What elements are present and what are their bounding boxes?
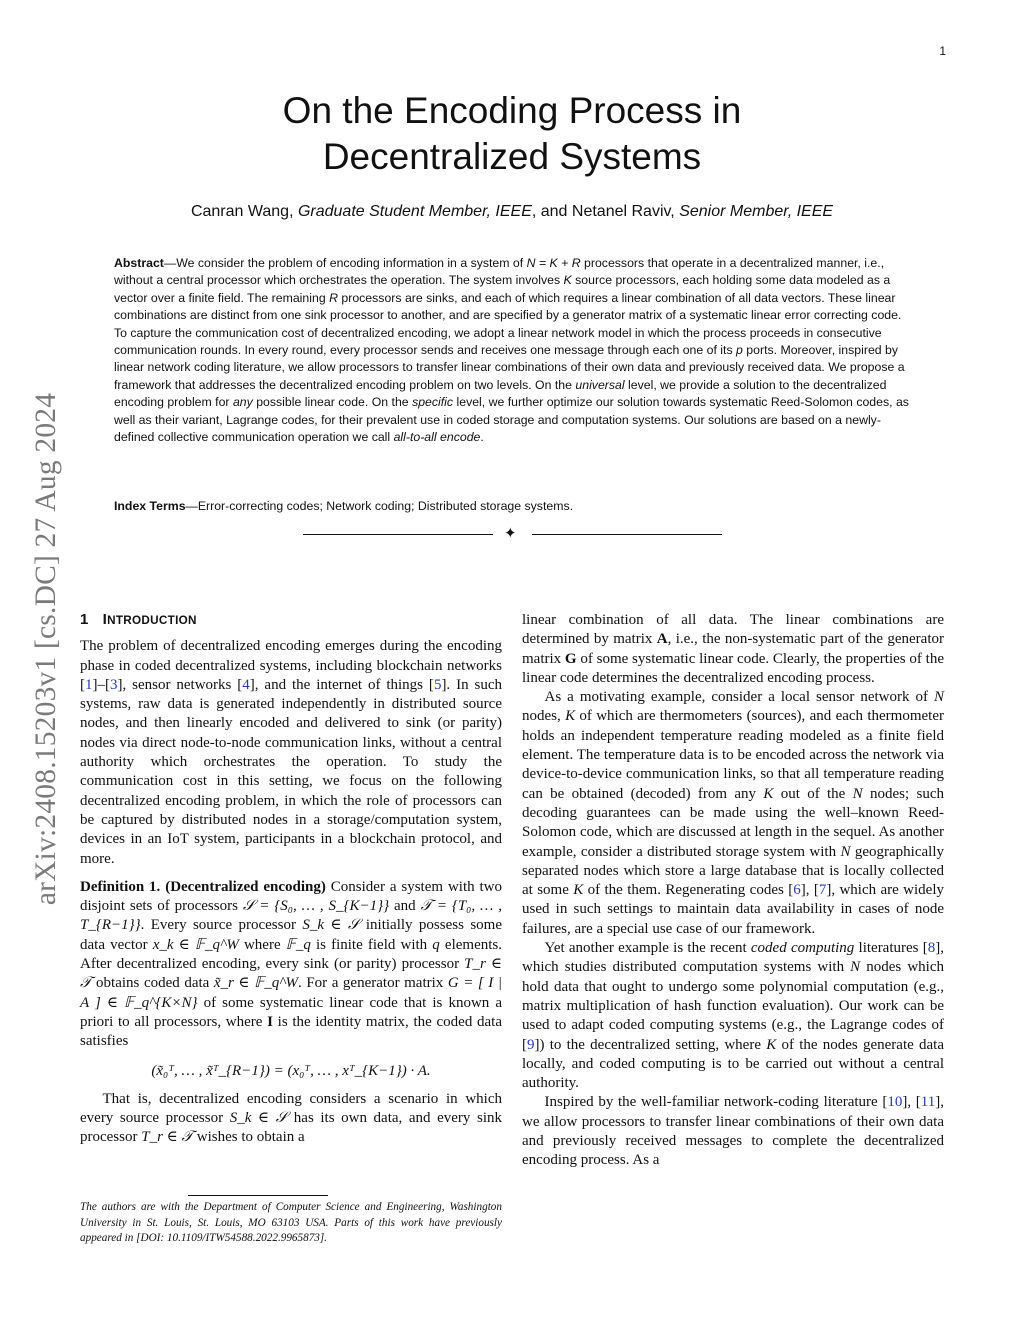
body-text: of the them. Regenerating codes [ xyxy=(583,882,794,899)
body-text: ], which studies distributed computation systems with xyxy=(522,940,944,976)
citation-link[interactable]: 11 xyxy=(920,1094,936,1111)
body-text: ]) to the decentralized setting, where xyxy=(534,1036,767,1053)
math-expression: T_r ∈ 𝒯 xyxy=(80,956,502,992)
body-paragraph xyxy=(80,1090,502,1148)
abstract-text: level, we further optimize our solution towards systematic Reed-Solomon codes, as well as their variant, Lagrange codes, for their prevalent use in coded storage and computation systems. Our solutions are based on a newly-defined collective communication operation we call xyxy=(114,395,909,445)
paper-title xyxy=(0,88,1024,180)
separator-rule-right xyxy=(532,534,722,535)
citation-link[interactable]: 7 xyxy=(818,882,827,899)
abstract-paragraph-1 xyxy=(114,255,914,325)
body-text: ], and the internet of things [ xyxy=(249,676,434,693)
body-text: ], [ xyxy=(902,1094,921,1111)
body-text: of the nodes generate data locally, and coded computing is to be carried out without a central authority. xyxy=(522,1036,944,1092)
emphasis: any xyxy=(232,395,253,410)
body-text: where xyxy=(238,936,286,953)
body-text: linear combination of all data. The linear combinations are determined by matrix xyxy=(522,612,944,648)
body-text: ], we allow processors to transfer linear combinations of their own data and previously received messages to complete the decentralized encoding process. As a xyxy=(522,1094,944,1169)
body-text: ], which are widely used in such settings to maintain data availability in cases of node failures, are a special use case of our framework. xyxy=(522,882,944,937)
citation-link[interactable]: 10 xyxy=(887,1094,903,1111)
body-text: As a motivating example, consider a local sensor network of xyxy=(544,689,934,706)
math-expression: N xyxy=(852,785,863,802)
left-column xyxy=(80,610,502,1148)
body-text: ], [ xyxy=(800,882,819,899)
body-text: ]–[ xyxy=(92,676,110,693)
separator-rule-left xyxy=(303,534,493,535)
display-equation: (x̃₀ᵀ, … , x̃ᵀ_{R−1}) = (x₀ᵀ, … , xᵀ_{K−1}) · A. xyxy=(151,1062,431,1079)
body-text: . Every source processor xyxy=(140,917,303,934)
body-text: geographically separated nodes which store a large database that is locally collected at some xyxy=(522,843,944,899)
body-text: out of the xyxy=(773,785,853,802)
abstract-text: possible linear code. On the xyxy=(252,395,413,410)
citation-link[interactable]: 9 xyxy=(527,1036,535,1053)
abstract-text: . xyxy=(480,430,484,445)
abstract-text: processors are sinks, and each of which requires a linear combination of all data vectors. These linear combinations are distinct from one sink processor to another, and are specified by a generator matrix of a systematic linear error correcting code. xyxy=(114,290,902,323)
math-expression: K xyxy=(565,708,576,725)
paper-title-line-2: Decentralized Systems xyxy=(322,136,702,177)
abstract-text: level, we provide a solution to the decentralized encoding problem for xyxy=(114,377,887,410)
emphasis: specific xyxy=(412,395,454,410)
math-expression: G xyxy=(564,650,577,667)
body-text: and xyxy=(389,898,421,915)
body-text: is the identity matrix, the coded data satisfies xyxy=(80,1013,502,1050)
author-1-name: Canran Wang, xyxy=(190,203,298,220)
abstract-text: processors that operate in a decentralized manner, i.e., without a central processor which orchestrates the operation. The system involves xyxy=(114,256,885,288)
author-1-role: Graduate Student Member, IEEE xyxy=(297,203,532,220)
body-text: of which are thermometers (sources), and each thermometer holds an independent temperature reading modeled as a finite field element. The temperature data is to be encoded across the network via device-to-device communication links, so that all temperature reading can be obtained (decoded) from any xyxy=(522,708,944,802)
math-expression: K xyxy=(573,882,584,899)
author-conjunction: , and Netanel Raviv, xyxy=(531,203,680,220)
index-terms-text: —Error-correcting codes; Network coding; Distributed storage systems. xyxy=(185,499,574,513)
author-2-role: Senior Member, IEEE xyxy=(679,203,834,220)
emphasis: coded computing xyxy=(750,940,855,957)
body-text: has its own data, and every sink processor xyxy=(80,1110,502,1146)
body-text: Inspired by the well-familiar network-coding literature [ xyxy=(544,1094,888,1111)
index-terms-label: Index Terms xyxy=(114,499,186,513)
body-text: nodes which hold data that ought to undergo some polynomial computation (e.g., matrix multiplication of hash function evaluation). Our work can be used to adapt coded computing systems (e.g., the Lagrange codes of [ xyxy=(522,959,944,1053)
math-expression: 𝒮 = {S₀, … , S_{K−1}} xyxy=(242,898,390,915)
citation-link[interactable]: 8 xyxy=(927,940,936,957)
body-text: The problem of decentralized encoding emerges during the encoding phase in coded decentralized systems, including blockchain networks [ xyxy=(80,638,502,693)
body-text: obtains coded data xyxy=(91,975,214,992)
citation-link[interactable]: 5 xyxy=(433,676,442,693)
math-expression: x̃_r ∈ 𝔽_q^W xyxy=(213,975,299,992)
math-expression: S_k ∈ 𝒮 xyxy=(229,1110,288,1127)
abstract-text: —We consider the problem of encoding information in a system of xyxy=(163,256,527,270)
math-expression: 𝒯 = {T₀, … , T_{R−1}} xyxy=(80,898,502,934)
math-expression: x_k ∈ 𝔽_q^W xyxy=(152,936,239,953)
math-expression: R xyxy=(329,290,338,305)
abstract-paragraph-2 xyxy=(114,325,914,447)
math-expression: N xyxy=(933,689,944,706)
math-expression: K xyxy=(563,273,572,288)
section-title: INTRODUCTION xyxy=(102,611,197,628)
body-text: That is, decentralized encoding considers a scenario in which every source processor xyxy=(80,1090,502,1127)
body-text: is finite field with xyxy=(310,936,433,953)
emphasis: universal xyxy=(575,377,625,392)
body-text: ], sensor networks [ xyxy=(117,676,243,693)
math-expression: S_k ∈ 𝒮 xyxy=(302,917,360,934)
math-expression: N xyxy=(850,959,861,976)
abstract-text: source processors, each holding some data modeled as a vector over a finite field. The remaining xyxy=(114,273,891,305)
abstract-text: ports. Moreover, inspired by linear network coding literature, we allow processors to transfer linear combinations of their own data and previously received data. We propose a framework that addresses the decentralized encoding problem on two levels. On the xyxy=(114,343,905,392)
body-text: nodes, xyxy=(522,708,566,725)
math-expression: I xyxy=(267,1013,273,1030)
intro-paragraph xyxy=(80,637,502,869)
abstract-label: Abstract xyxy=(114,256,164,270)
body-text: elements. After decentralized encoding, every sink (or parity) processor xyxy=(80,936,502,973)
footnote-rule xyxy=(188,1195,328,1196)
math-expression: N xyxy=(840,843,851,860)
abstract xyxy=(114,255,914,446)
diamond-ornament-icon: ✦ xyxy=(504,526,517,542)
body-text: initially possess some data vector xyxy=(80,917,502,953)
section-heading xyxy=(80,610,502,630)
math-expression: K xyxy=(766,1036,777,1053)
body-text: Yet another example is the recent xyxy=(544,940,751,957)
definition-paragraph xyxy=(80,878,502,1052)
math-expression: q xyxy=(432,936,440,953)
section-number: 1 xyxy=(80,611,89,628)
paper-title-line-1: On the Encoding Process in xyxy=(282,90,742,131)
math-expression: p xyxy=(736,343,743,358)
citation-link[interactable]: 3 xyxy=(110,676,118,693)
body-paragraph xyxy=(522,1093,944,1170)
body-paragraph xyxy=(522,611,944,688)
citation-link[interactable]: 4 xyxy=(242,676,250,693)
math-expression: 𝔽_q xyxy=(285,936,311,953)
author-line xyxy=(0,203,1024,221)
math-expression: N = K + R xyxy=(526,256,581,270)
index-terms xyxy=(114,499,914,513)
citation-link[interactable]: 6 xyxy=(793,882,801,899)
arxiv-identifier-stamp[interactable]: arXiv:2408.15203v1 [cs.DC] 27 Aug 2024 xyxy=(30,392,62,906)
citation-link[interactable]: 1 xyxy=(85,676,93,693)
right-column xyxy=(522,611,944,1171)
body-paragraph xyxy=(522,688,944,939)
math-expression: K xyxy=(763,785,774,802)
body-text: Consider a system with two disjoint sets of processors xyxy=(80,878,502,915)
affiliation-footnote: The authors are with the Department of Computer Science and Engineering, Washington University in St. Louis, St. Louis, MO 63103 USA. Parts of this work have previously appeared in [DOI: 10.1109/ITW54588.2022.9965873]. xyxy=(80,1201,502,1244)
body-paragraph xyxy=(522,939,944,1093)
math-expression: G = [ I | A ] ∈ 𝔽_q^{K×N} xyxy=(80,975,502,1011)
body-text: of some systematic linear code that is known a priori to all processors, where xyxy=(80,994,502,1030)
page-number: 1 xyxy=(939,44,946,58)
body-text: of some systematic linear code. Clearly, the properties of the linear code determines the decentralized encoding process. xyxy=(522,650,944,686)
body-text: literatures [ xyxy=(854,940,928,957)
definition-label: Definition 1. (Decentralized encoding) xyxy=(80,878,326,895)
emphasis: all-to-all encode xyxy=(393,430,481,445)
math-expression: T_r ∈ 𝒯 xyxy=(141,1129,194,1146)
body-text: ]. In such systems, raw data is generated independently in distributed source nodes, and then linearly encoded and delivered to sink (or parity) nodes via direct node-to-node communication links, without a central authority which orchestrates the operation. To study the communication cost in this setting, we focus on the following decentralized encoding problem, in which the role of processors can be captured by distributed nodes in a storage/computation system, devices in an IoT system, participants in a blockchain protocol, and more. xyxy=(80,676,502,867)
body-text: nodes; such decoding guarantees can be made using the well–known Reed-Solomon code, which are discussed at length in the sequel. As another example, consider a distributed storage system with xyxy=(522,785,944,860)
body-text: . For a generator matrix xyxy=(298,975,448,992)
abstract-text: To capture the communication cost of decentralized encoding, we adopt a linear network model in which the process proceeds in consecutive communication rounds. In every round, every processor sends and receives one message through each one of its xyxy=(114,325,882,358)
body-text: wishes to obtain a xyxy=(193,1129,305,1146)
section-separator xyxy=(303,525,722,545)
math-expression: A xyxy=(656,631,668,648)
body-text: , i.e., the non-systematic part of the generator matrix xyxy=(522,631,944,667)
